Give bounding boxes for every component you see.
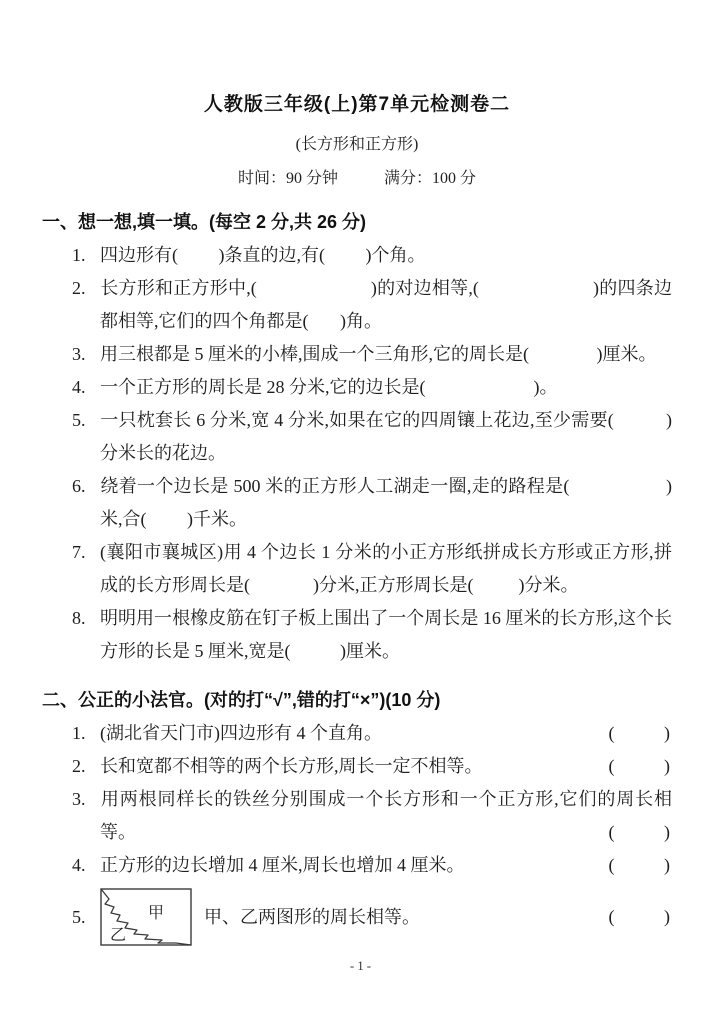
time-label: 时间：90 分钟 xyxy=(237,170,338,187)
question-text: 绕着一个边长是 500 米的正方形人工湖走一圈,走的路程是( )米,合( )千米。 xyxy=(100,476,672,529)
s2-question-4 xyxy=(72,849,672,882)
exam-info-line xyxy=(42,168,672,190)
s2-question-5 xyxy=(72,888,672,946)
question-number: 1. xyxy=(72,245,86,265)
s1-question-5 xyxy=(72,404,672,470)
s1-question-7 xyxy=(72,536,672,602)
page-subtitle: (长方形和正方形) xyxy=(295,136,419,153)
question-text: 一只枕套长 6 分米,宽 4 分米,如果在它的四周镶上花边,至少需要( )分米长的花边。 xyxy=(100,410,672,463)
s1-question-6 xyxy=(72,470,672,536)
question-number: 3. xyxy=(72,344,86,364)
answer-blank: ( ) xyxy=(608,756,670,776)
score-label: 满分：100 分 xyxy=(384,170,477,187)
question-number: 1. xyxy=(72,723,86,743)
figure-label-jia: 甲 xyxy=(148,905,165,922)
worksheet-header xyxy=(42,0,672,190)
question-text: 长方形和正方形中,( )的对边相等,( )的四条边都相等,它们的四个角都是( )角。 xyxy=(100,278,672,331)
question-text: 用两根同样长的铁丝分别围成一个长方形和一个正方形,它们的周长相等。 xyxy=(100,789,672,842)
question-text: 四边形有( )条直的边,有( )个角。 xyxy=(100,245,426,265)
s1-question-3 xyxy=(72,338,672,371)
section-true-false xyxy=(42,684,672,946)
question-text: 一个正方形的周长是 28 分米,它的边长是( )。 xyxy=(100,377,558,397)
answer-blank: ( ) xyxy=(608,906,670,927)
answer-blank: ( ) xyxy=(608,723,670,743)
s2-question-1 xyxy=(72,717,672,750)
question-number: 5. xyxy=(72,410,86,430)
question-text: 正方形的边长增加 4 厘米,周长也增加 4 厘米。 xyxy=(100,855,465,875)
answer-blank: ( ) xyxy=(608,822,670,842)
section2-heading: 二、公正的小法官。(对的打“√”,错的打“×”)(10 分) xyxy=(42,690,441,710)
question-text: (湖北省天门市)四边形有 4 个直角。 xyxy=(100,723,382,743)
question-number: 2. xyxy=(72,278,86,298)
question-text: 长和宽都不相等的两个长方形,周长一定不相等。 xyxy=(100,756,483,776)
s1-question-4 xyxy=(72,371,672,404)
page-number: -1- xyxy=(349,958,375,973)
question-number: 6. xyxy=(72,476,86,496)
question-text: 甲、乙两图形的周长相等。 xyxy=(204,906,420,927)
figure-label-yi: 乙 xyxy=(110,927,127,944)
question-number: 7. xyxy=(72,542,86,562)
question-number: 4. xyxy=(72,855,86,875)
s1-question-1 xyxy=(72,239,672,272)
section1-heading: 一、想一想,填一填。(每空 2 分,共 26 分) xyxy=(42,212,367,232)
question-text: (襄阳市襄城区)用 4 个边长 1 分米的小正方形纸拼成长方形或正方形,拼成的长方形周长是( )分米,正方形周长是( )分米。 xyxy=(100,542,672,595)
question-text: 用三根都是 5 厘米的小棒,围成一个三角形,它的周长是( )厘米。 xyxy=(100,344,657,364)
question-number: 5. xyxy=(72,906,86,927)
question-number: 8. xyxy=(72,608,86,628)
question-number: 2. xyxy=(72,756,86,776)
question-text: 明明用一根橡皮筋在钉子板上围出了一个周长是 16 厘米的长方形,这个长方形的长是 5 厘米,宽是( )厘米。 xyxy=(100,608,672,661)
question-number: 4. xyxy=(72,377,86,397)
s1-question-2 xyxy=(72,272,672,338)
s2-question-3 xyxy=(72,783,672,849)
s1-question-8 xyxy=(72,602,672,668)
jia-yi-figure xyxy=(100,888,192,946)
page-title: 人教版三年级(上)第7单元检测卷二 xyxy=(203,94,511,115)
s2-question-2 xyxy=(72,750,672,783)
question-number: 3. xyxy=(72,789,86,809)
answer-blank: ( ) xyxy=(608,855,670,875)
section-fill-in-blanks xyxy=(42,206,672,668)
